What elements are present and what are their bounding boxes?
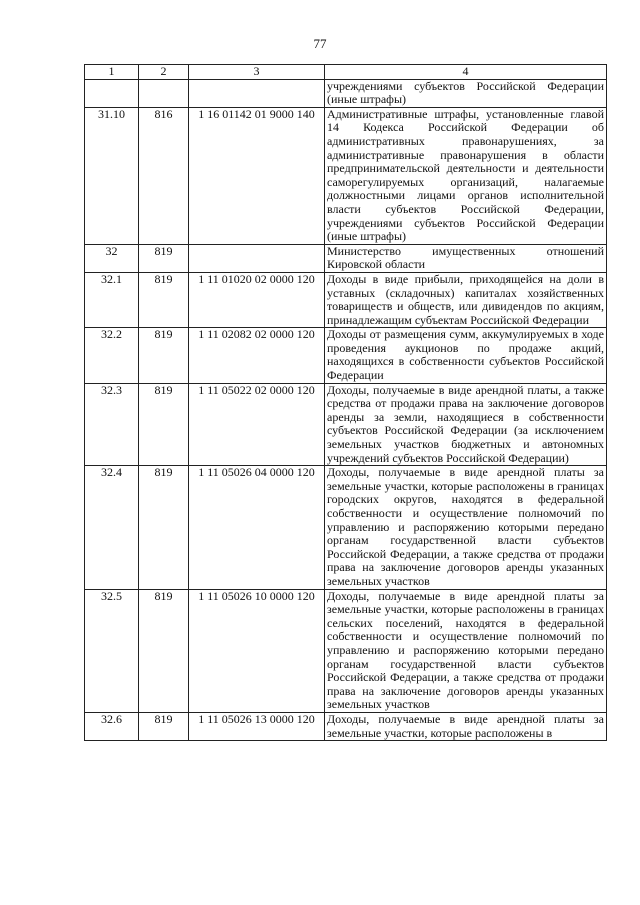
row-number-cell: 32.6 bbox=[85, 712, 139, 740]
table-row bbox=[85, 244, 607, 272]
description-cell: Министерство имущественных отношений Кировской области bbox=[325, 244, 607, 272]
admin-code-cell: 819 bbox=[139, 712, 189, 740]
admin-code-cell: 819 bbox=[139, 244, 189, 272]
row-number-cell: 32.1 bbox=[85, 272, 139, 327]
table-row bbox=[85, 107, 607, 244]
description-cell: Доходы в виде прибыли, приходящейся на доли в уставных (складочных) капиталах хозяйственных товариществ и обществ, или дивидендов по акциям, принадлежащим субъектам Российской Федерации bbox=[325, 272, 607, 327]
table-row bbox=[85, 272, 607, 327]
admin-code-cell: 819 bbox=[139, 383, 189, 466]
header-col-4: 4 bbox=[325, 65, 607, 80]
admin-code-cell bbox=[139, 79, 189, 107]
classification-code-cell bbox=[189, 244, 325, 272]
description-cell: Доходы от размещения сумм, аккумулируемых в ходе проведения аукционов по продаже акций, находящихся в собственности субъектов Российской Федерации bbox=[325, 328, 607, 383]
row-number-cell: 32.2 bbox=[85, 328, 139, 383]
classification-code-cell: 1 11 02082 02 0000 120 bbox=[189, 328, 325, 383]
description-cell: Административные штрафы, установленные главой 14 Кодекса Российской Федерации об административных правонарушениях, за административные правонарушения в области предпринимательской деятельности и деятельности саморегулируемых организаций, налагаемые должностными лицами органов исполнительной власти субъектов Российской Федерации, учреждениями субъектов Российской Федерации (иные штрафы) bbox=[325, 107, 607, 244]
description-cell: Доходы, получаемые в виде арендной платы за земельные участки, которые расположены в границах городских округов, находятся в федеральной собственности и осуществление полномочий по управлению и распоряжению которыми передано органам государственной власти субъектов Российской Федерации, а также средства от продажи права на заключение договоров аренды указанных земельных участков bbox=[325, 466, 607, 589]
description-cell: Доходы, получаемые в виде арендной платы за земельные участки, которые расположены в границах сельских поселений, находятся в федеральной собственности и осуществление полномочий по управлению и распоряжению которыми передано органам государственной власти субъектов Российской Федерации, а также средства от продажи права на заключение договоров аренды указанных земельных участков bbox=[325, 589, 607, 712]
admin-code-cell: 819 bbox=[139, 328, 189, 383]
header-col-2: 2 bbox=[139, 65, 189, 80]
header-col-1: 1 bbox=[85, 65, 139, 80]
admin-code-cell: 819 bbox=[139, 466, 189, 589]
table-row bbox=[85, 79, 607, 107]
description-cell: учреждениями субъектов Российской Федерации (иные штрафы) bbox=[325, 79, 607, 107]
table-row bbox=[85, 328, 607, 383]
admin-code-cell: 819 bbox=[139, 272, 189, 327]
admin-code-cell: 819 bbox=[139, 589, 189, 712]
description-cell: Доходы, получаемые в виде арендной платы, а также средства от продажи права на заключение договоров аренды за земли, находящиеся в собственности субъектов Российской Федерации (за исключением земельных участков бюджетных и автономных учреждений субъектов Российской Федерации) bbox=[325, 383, 607, 466]
header-col-3: 3 bbox=[189, 65, 325, 80]
classification-code-cell: 1 11 01020 02 0000 120 bbox=[189, 272, 325, 327]
classification-code-cell: 1 11 05022 02 0000 120 bbox=[189, 383, 325, 466]
table-row bbox=[85, 589, 607, 712]
classification-code-cell: 1 11 05026 04 0000 120 bbox=[189, 466, 325, 589]
row-number-cell: 31.10 bbox=[85, 107, 139, 244]
table-row bbox=[85, 712, 607, 740]
description-cell: Доходы, получаемые в виде арендной платы за земельные участки, которые расположены в bbox=[325, 712, 607, 740]
row-number-cell bbox=[85, 79, 139, 107]
revenue-table bbox=[84, 64, 607, 741]
row-number-cell: 32 bbox=[85, 244, 139, 272]
table-row bbox=[85, 383, 607, 466]
admin-code-cell: 816 bbox=[139, 107, 189, 244]
row-number-cell: 32.5 bbox=[85, 589, 139, 712]
table-row bbox=[85, 466, 607, 589]
classification-code-cell: 1 16 01142 01 9000 140 bbox=[189, 107, 325, 244]
page-number: 77 bbox=[313, 36, 327, 51]
classification-code-cell: 1 11 05026 13 0000 120 bbox=[189, 712, 325, 740]
header-row bbox=[85, 65, 607, 80]
row-number-cell: 32.3 bbox=[85, 383, 139, 466]
row-number-cell: 32.4 bbox=[85, 466, 139, 589]
classification-code-cell bbox=[189, 79, 325, 107]
classification-code-cell: 1 11 05026 10 0000 120 bbox=[189, 589, 325, 712]
